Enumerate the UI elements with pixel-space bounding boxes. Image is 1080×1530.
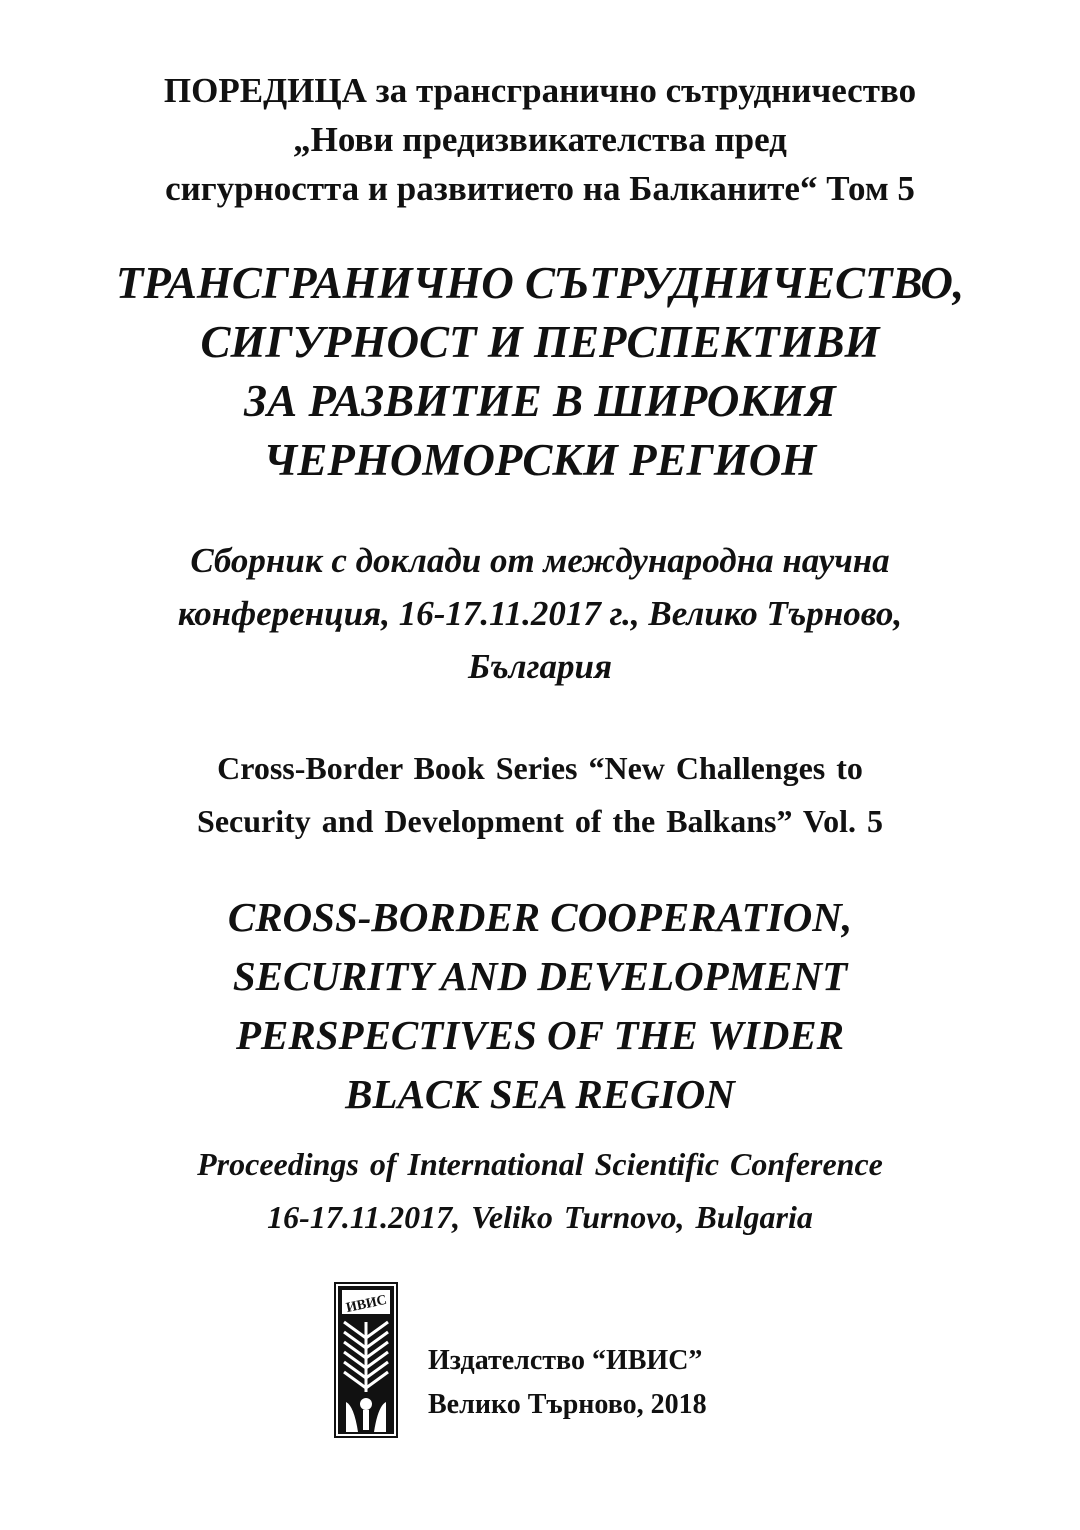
book-title-en-line-1: CROSS-BORDER COOPERATION, xyxy=(227,894,853,940)
publisher-place-year: Велико Търново, 2018 xyxy=(428,1389,707,1420)
book-title-en-line-2: SECURITY AND DEVELOPMENT xyxy=(232,953,848,999)
publisher-name: Издателство “ИВИС” xyxy=(428,1345,703,1376)
book-title-bg-line-3: ЗА РАЗВИТИЕ В ШИРОКИЯ xyxy=(244,376,836,426)
book-title-en-line-4: BLACK SEA REGION xyxy=(345,1071,735,1117)
book-title-bg xyxy=(0,254,1080,490)
publisher-logo-graphic xyxy=(334,1282,398,1438)
subtitle-bg-line-2: конференция, 16-17.11.2017 г., Велико Търново, xyxy=(177,594,903,633)
series-title-bg-line-2: „Нови предизвикателства пред xyxy=(293,120,787,159)
subtitle-bg-line-1: Сборник с доклади от международна научна xyxy=(190,541,890,580)
subtitle-en-line-2: 16-17.11.2017, Veliko Turnovo, Bulgaria xyxy=(267,1199,813,1235)
series-title-en xyxy=(0,742,1080,848)
series-title-bg-line-3: сигурността и развитието на Балканите“ Том 5 xyxy=(165,169,915,208)
series-title-bg-line-1: ПОРЕДИЦА за трансгранично сътрудничество xyxy=(163,71,917,110)
subtitle-bg-line-3: България xyxy=(467,647,613,686)
series-title-en-line-2: Security and Development of the Balkans” Vol. 5 xyxy=(197,803,883,839)
series-title-en-line-1: Cross-Border Book Series “New Challenges to xyxy=(217,750,863,786)
book-title-en-line-3: PERSPECTIVES OF THE WIDER xyxy=(236,1012,844,1058)
series-title-bg xyxy=(0,66,1080,213)
book-title-bg-line-4: ЧЕРНОМОРСКИ РЕГИОН xyxy=(263,435,817,485)
book-title-en xyxy=(0,888,1080,1124)
publisher-logo-icon xyxy=(334,1282,398,1438)
subtitle-en-line-1: Proceedings of International Scientific Conference xyxy=(197,1146,883,1182)
book-title-bg-line-1: ТРАНСГРАНИЧНО СЪТРУДНИЧЕСТВО, xyxy=(115,258,965,308)
book-title-bg-line-2: СИГУРНОСТ И ПЕРСПЕКТИВИ xyxy=(200,317,880,367)
logo-text: ИВИС xyxy=(344,1292,389,1317)
subtitle-en xyxy=(0,1138,1080,1244)
subtitle-bg xyxy=(0,534,1080,693)
publisher-info xyxy=(428,1339,707,1427)
